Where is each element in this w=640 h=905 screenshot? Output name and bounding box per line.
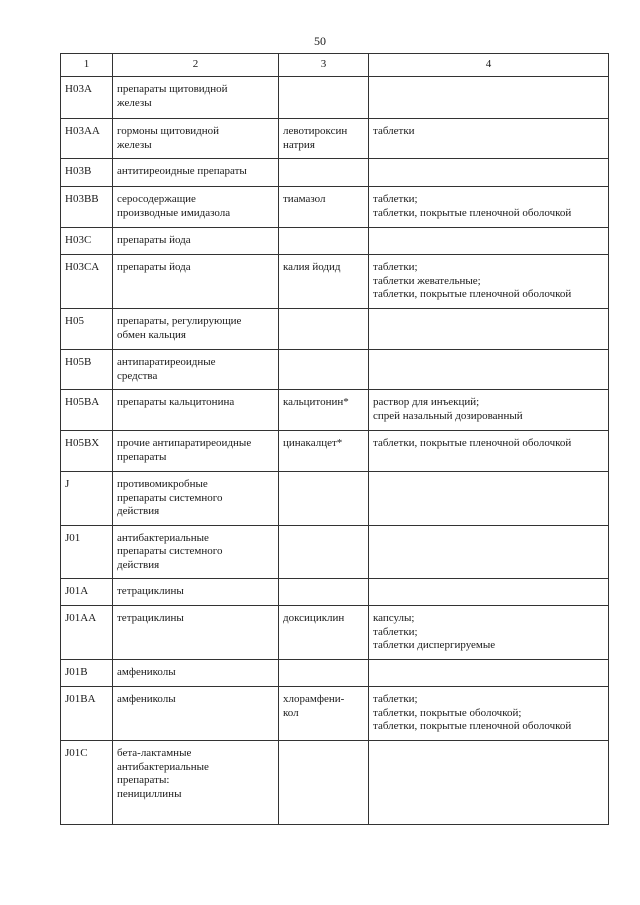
anatomical-group-cell xyxy=(113,228,279,255)
group-line: тетрациклины xyxy=(117,612,184,624)
atc-code: H03CA xyxy=(65,261,100,273)
form-line: таблетки; xyxy=(373,693,418,705)
form-line: таблетки жевательные; xyxy=(373,274,481,287)
atc-code: H03A xyxy=(65,83,92,95)
header-col-1: 1 xyxy=(61,54,113,77)
table-header-row xyxy=(61,54,609,77)
group-line: гормоны щитовидной xyxy=(117,125,220,137)
form-line: таблетки, покрытые пленочной оболочкой xyxy=(373,288,572,300)
drug-line: доксициклин xyxy=(283,612,345,624)
atc-code-cell xyxy=(61,255,113,309)
dosage-forms-cell xyxy=(369,579,609,606)
dosage-forms-cell xyxy=(369,606,609,660)
anatomical-group-cell xyxy=(113,431,279,472)
drug-line: кол xyxy=(283,706,299,719)
form-line: таблетки; xyxy=(373,193,418,205)
group-line: железы xyxy=(117,96,152,109)
group-line: препараты системного xyxy=(117,545,223,557)
table-row xyxy=(61,606,609,660)
atc-code-cell xyxy=(61,228,113,255)
atc-code: H05 xyxy=(65,315,84,327)
table-row xyxy=(61,159,609,187)
drug-name-cell xyxy=(279,525,369,579)
group-line: антипаратиреоидные xyxy=(117,356,216,368)
atc-code: H05BX xyxy=(65,437,100,449)
atc-code: H03BB xyxy=(65,193,99,205)
atc-code-cell xyxy=(61,390,113,431)
table-row xyxy=(61,350,609,390)
table-row xyxy=(61,309,609,350)
atc-code-cell xyxy=(61,350,113,390)
group-line: бета-лактамные xyxy=(117,747,192,759)
atc-code-cell xyxy=(61,472,113,526)
anatomical-group-cell xyxy=(113,159,279,187)
drug-name-cell xyxy=(279,350,369,390)
anatomical-group-cell xyxy=(113,390,279,431)
group-line: препараты, регулирующие xyxy=(117,315,242,327)
medication-table xyxy=(60,53,609,825)
group-line: прочие антипаратиреоидные xyxy=(117,437,252,449)
table-row xyxy=(61,187,609,228)
anatomical-group-cell xyxy=(113,579,279,606)
drug-name-cell xyxy=(279,579,369,606)
atc-code: J01C xyxy=(65,747,88,759)
dosage-forms-cell xyxy=(369,431,609,472)
dosage-forms-cell xyxy=(369,741,609,825)
form-line: спрей назальный дозированный xyxy=(373,409,523,422)
group-line: амфениколы xyxy=(117,693,176,705)
group-line: действия xyxy=(117,505,160,517)
table-row xyxy=(61,431,609,472)
anatomical-group-cell xyxy=(113,350,279,390)
group-line: препараты xyxy=(117,450,167,463)
table-row xyxy=(61,687,609,741)
drug-name-cell xyxy=(279,228,369,255)
atc-code-cell xyxy=(61,431,113,472)
group-line: производные имидазола xyxy=(117,206,231,219)
table-row xyxy=(61,255,609,309)
dosage-forms-cell xyxy=(369,390,609,431)
group-line: препараты щитовидной xyxy=(117,83,228,95)
table-row xyxy=(61,228,609,255)
anatomical-group-cell xyxy=(113,606,279,660)
group-line: железы xyxy=(117,138,152,151)
dosage-forms-cell xyxy=(369,350,609,390)
group-line: препараты: xyxy=(117,774,170,786)
form-line: таблетки, покрытые пленочной оболочкой xyxy=(373,437,572,449)
atc-code: J01BA xyxy=(65,693,96,705)
anatomical-group-cell xyxy=(113,119,279,159)
page-number: 50 xyxy=(314,34,326,48)
dosage-forms-cell xyxy=(369,472,609,526)
group-line: антибактериальные xyxy=(117,531,209,544)
header-col-3: 3 xyxy=(279,54,369,77)
form-line: капсулы; xyxy=(373,612,415,624)
table-row xyxy=(61,472,609,526)
group-line: препараты системного xyxy=(117,491,223,504)
atc-code-cell xyxy=(61,687,113,741)
drug-name-cell xyxy=(279,687,369,741)
atc-code: H03B xyxy=(65,165,92,177)
table-row xyxy=(61,579,609,606)
drug-line: калия йодид xyxy=(283,261,341,273)
dosage-forms-cell xyxy=(369,228,609,255)
atc-code-cell xyxy=(61,579,113,606)
atc-code-cell xyxy=(61,187,113,228)
dosage-forms-cell xyxy=(369,309,609,350)
group-line: тетрациклины xyxy=(117,585,184,597)
header-col-2: 2 xyxy=(113,54,279,77)
atc-code: J01B xyxy=(65,666,88,678)
form-line: таблетки, покрытые пленочной оболочкой xyxy=(373,206,572,219)
group-line: пенициллины xyxy=(117,787,182,800)
table-row xyxy=(61,77,609,119)
atc-code-cell xyxy=(61,741,113,825)
drug-name-cell xyxy=(279,390,369,431)
atc-code-cell xyxy=(61,525,113,579)
drug-name-cell xyxy=(279,606,369,660)
atc-code-cell xyxy=(61,159,113,187)
group-line: амфениколы xyxy=(117,666,176,678)
drug-name-cell xyxy=(279,431,369,472)
atc-code: H03C xyxy=(65,234,92,246)
anatomical-group-cell xyxy=(113,741,279,825)
drug-name-cell xyxy=(279,77,369,119)
table-body xyxy=(61,77,609,825)
group-line: действия xyxy=(117,558,160,571)
dosage-forms-cell xyxy=(369,159,609,187)
drug-name-cell xyxy=(279,159,369,187)
atc-code: J01AA xyxy=(65,612,97,624)
atc-code-cell xyxy=(61,660,113,687)
group-line: антибактериальные xyxy=(117,760,209,773)
anatomical-group-cell xyxy=(113,309,279,350)
anatomical-group-cell xyxy=(113,472,279,526)
atc-code: H05BA xyxy=(65,396,100,408)
dosage-forms-cell xyxy=(369,255,609,309)
drug-name-cell xyxy=(279,472,369,526)
form-line: таблетки; xyxy=(373,625,418,638)
header-col-4: 4 xyxy=(369,54,609,77)
form-line: таблетки xyxy=(373,125,415,137)
table-row xyxy=(61,119,609,159)
drug-name-cell xyxy=(279,119,369,159)
atc-code: J01 xyxy=(65,531,81,544)
dosage-forms-cell xyxy=(369,687,609,741)
atc-code: J01A xyxy=(65,585,89,597)
group-line: антитиреоидные препараты xyxy=(117,165,247,177)
form-line: таблетки; xyxy=(373,261,418,273)
anatomical-group-cell xyxy=(113,187,279,228)
group-line: препараты йода xyxy=(117,261,191,273)
form-line: таблетки диспергируемые xyxy=(373,639,496,651)
drug-line: хлорамфени- xyxy=(283,693,345,705)
drug-name-cell xyxy=(279,255,369,309)
group-line: серосодержащие xyxy=(117,193,196,205)
group-line: препараты йода xyxy=(117,234,191,246)
form-line: таблетки, покрытые пленочной оболочкой xyxy=(373,720,572,732)
group-line: обмен кальция xyxy=(117,328,186,341)
drug-name-cell xyxy=(279,741,369,825)
atc-code: H03AA xyxy=(65,125,100,137)
drug-line: кальцитонин* xyxy=(283,396,349,408)
atc-code: H05B xyxy=(65,356,92,368)
drug-line: левотироксин xyxy=(283,125,348,137)
atc-code-cell xyxy=(61,77,113,119)
drug-name-cell xyxy=(279,187,369,228)
dosage-forms-cell xyxy=(369,187,609,228)
drug-line: натрия xyxy=(283,138,315,151)
group-line: противомикробные xyxy=(117,478,208,490)
drug-name-cell xyxy=(279,309,369,350)
anatomical-group-cell xyxy=(113,255,279,309)
anatomical-group-cell xyxy=(113,525,279,579)
drug-line: тиамазол xyxy=(283,193,326,205)
dosage-forms-cell xyxy=(369,77,609,119)
form-line: таблетки, покрытые оболочкой; xyxy=(373,706,522,719)
dosage-forms-cell xyxy=(369,660,609,687)
anatomical-group-cell xyxy=(113,77,279,119)
atc-code-cell xyxy=(61,309,113,350)
dosage-forms-cell xyxy=(369,119,609,159)
form-line: раствор для инъекций; xyxy=(373,396,480,408)
group-line: препараты кальцитонина xyxy=(117,396,235,408)
table-row xyxy=(61,741,609,825)
atc-code-cell xyxy=(61,119,113,159)
table-row xyxy=(61,390,609,431)
table-row xyxy=(61,660,609,687)
anatomical-group-cell xyxy=(113,660,279,687)
table-row xyxy=(61,525,609,579)
group-line: средства xyxy=(117,369,158,382)
dosage-forms-cell xyxy=(369,525,609,579)
anatomical-group-cell xyxy=(113,687,279,741)
drug-line: цинакалцет* xyxy=(283,437,343,449)
drug-name-cell xyxy=(279,660,369,687)
atc-code-cell xyxy=(61,606,113,660)
atc-code: J xyxy=(65,478,70,490)
